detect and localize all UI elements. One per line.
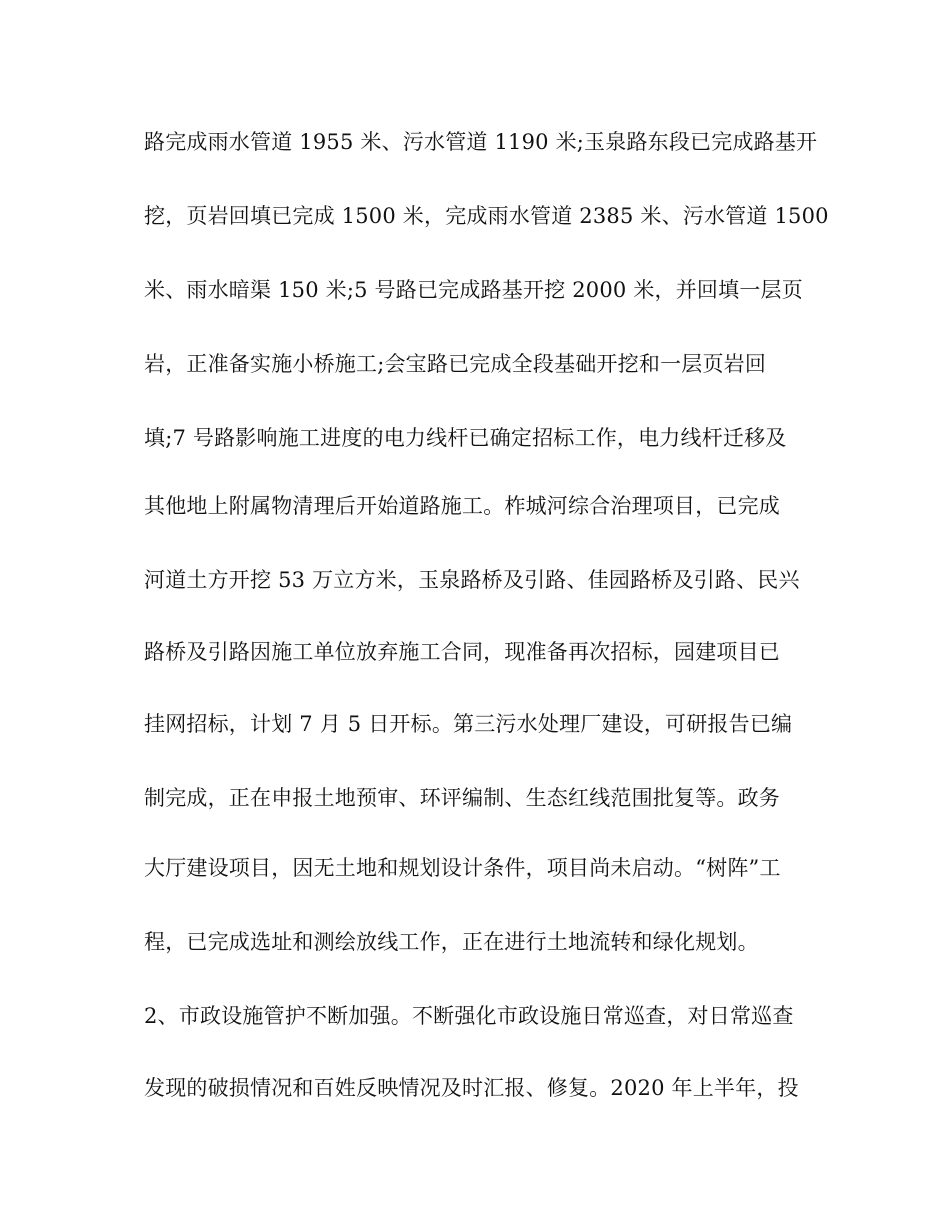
text-line-11: 大厅建设项目，因无土地和规划设计条件，项目尚未启动。“树阵”工 [144, 856, 781, 880]
text-line-10: 制完成，正在申报土地预审、环评编制、生态红线范围批复等。政务 [144, 786, 780, 810]
text-line-2: 挖，页岩回填已完成 1500 米，完成雨水管道 2385 米、污水管道 1500 [144, 204, 829, 228]
text-line-7: 河道土方开挖 53 万立方米，玉泉路桥及引路、佳园路桥及引路、民兴 [144, 568, 800, 592]
text-line-14: 发现的破损情况和百姓反映情况及时汇报、修复。2020 年上半年，投 [144, 1076, 799, 1100]
text-line-4: 岩，正准备实施小桥施工;会宝路已完成全段基础开挖和一层页岩回 [144, 352, 767, 376]
text-line-3: 米、雨水暗渠 150 米;5 号路已完成路基开挖 2000 米，并回填一层页 [144, 278, 803, 302]
text-line-8: 路桥及引路因施工单位放弃施工合同，现准备再次招标，园建项目已 [144, 640, 780, 664]
text-line-12: 程，已完成选址和测绘放线工作，正在进行土地流转和绿化规划。 [144, 930, 759, 954]
text-line-9: 挂网招标，计划 7 月 5 日开标。第三污水处理厂建设，可研报告已编 [144, 712, 793, 736]
text-line-1: 路完成雨水管道 1955 米、污水管道 1190 米;玉泉路东段已完成路基开 [144, 130, 818, 154]
text-line-5: 填;7 号路影响施工进度的电力线杆已确定招标工作，电力线杆迁移及 [144, 426, 787, 450]
text-line-6: 其他地上附属物清理后开始道路施工。柞城河综合治理项目，已完成 [144, 494, 780, 518]
text-line-13: 2、市政设施管护不断加强。不断强化市政设施日常巡查，对日常巡查 [144, 1004, 794, 1028]
